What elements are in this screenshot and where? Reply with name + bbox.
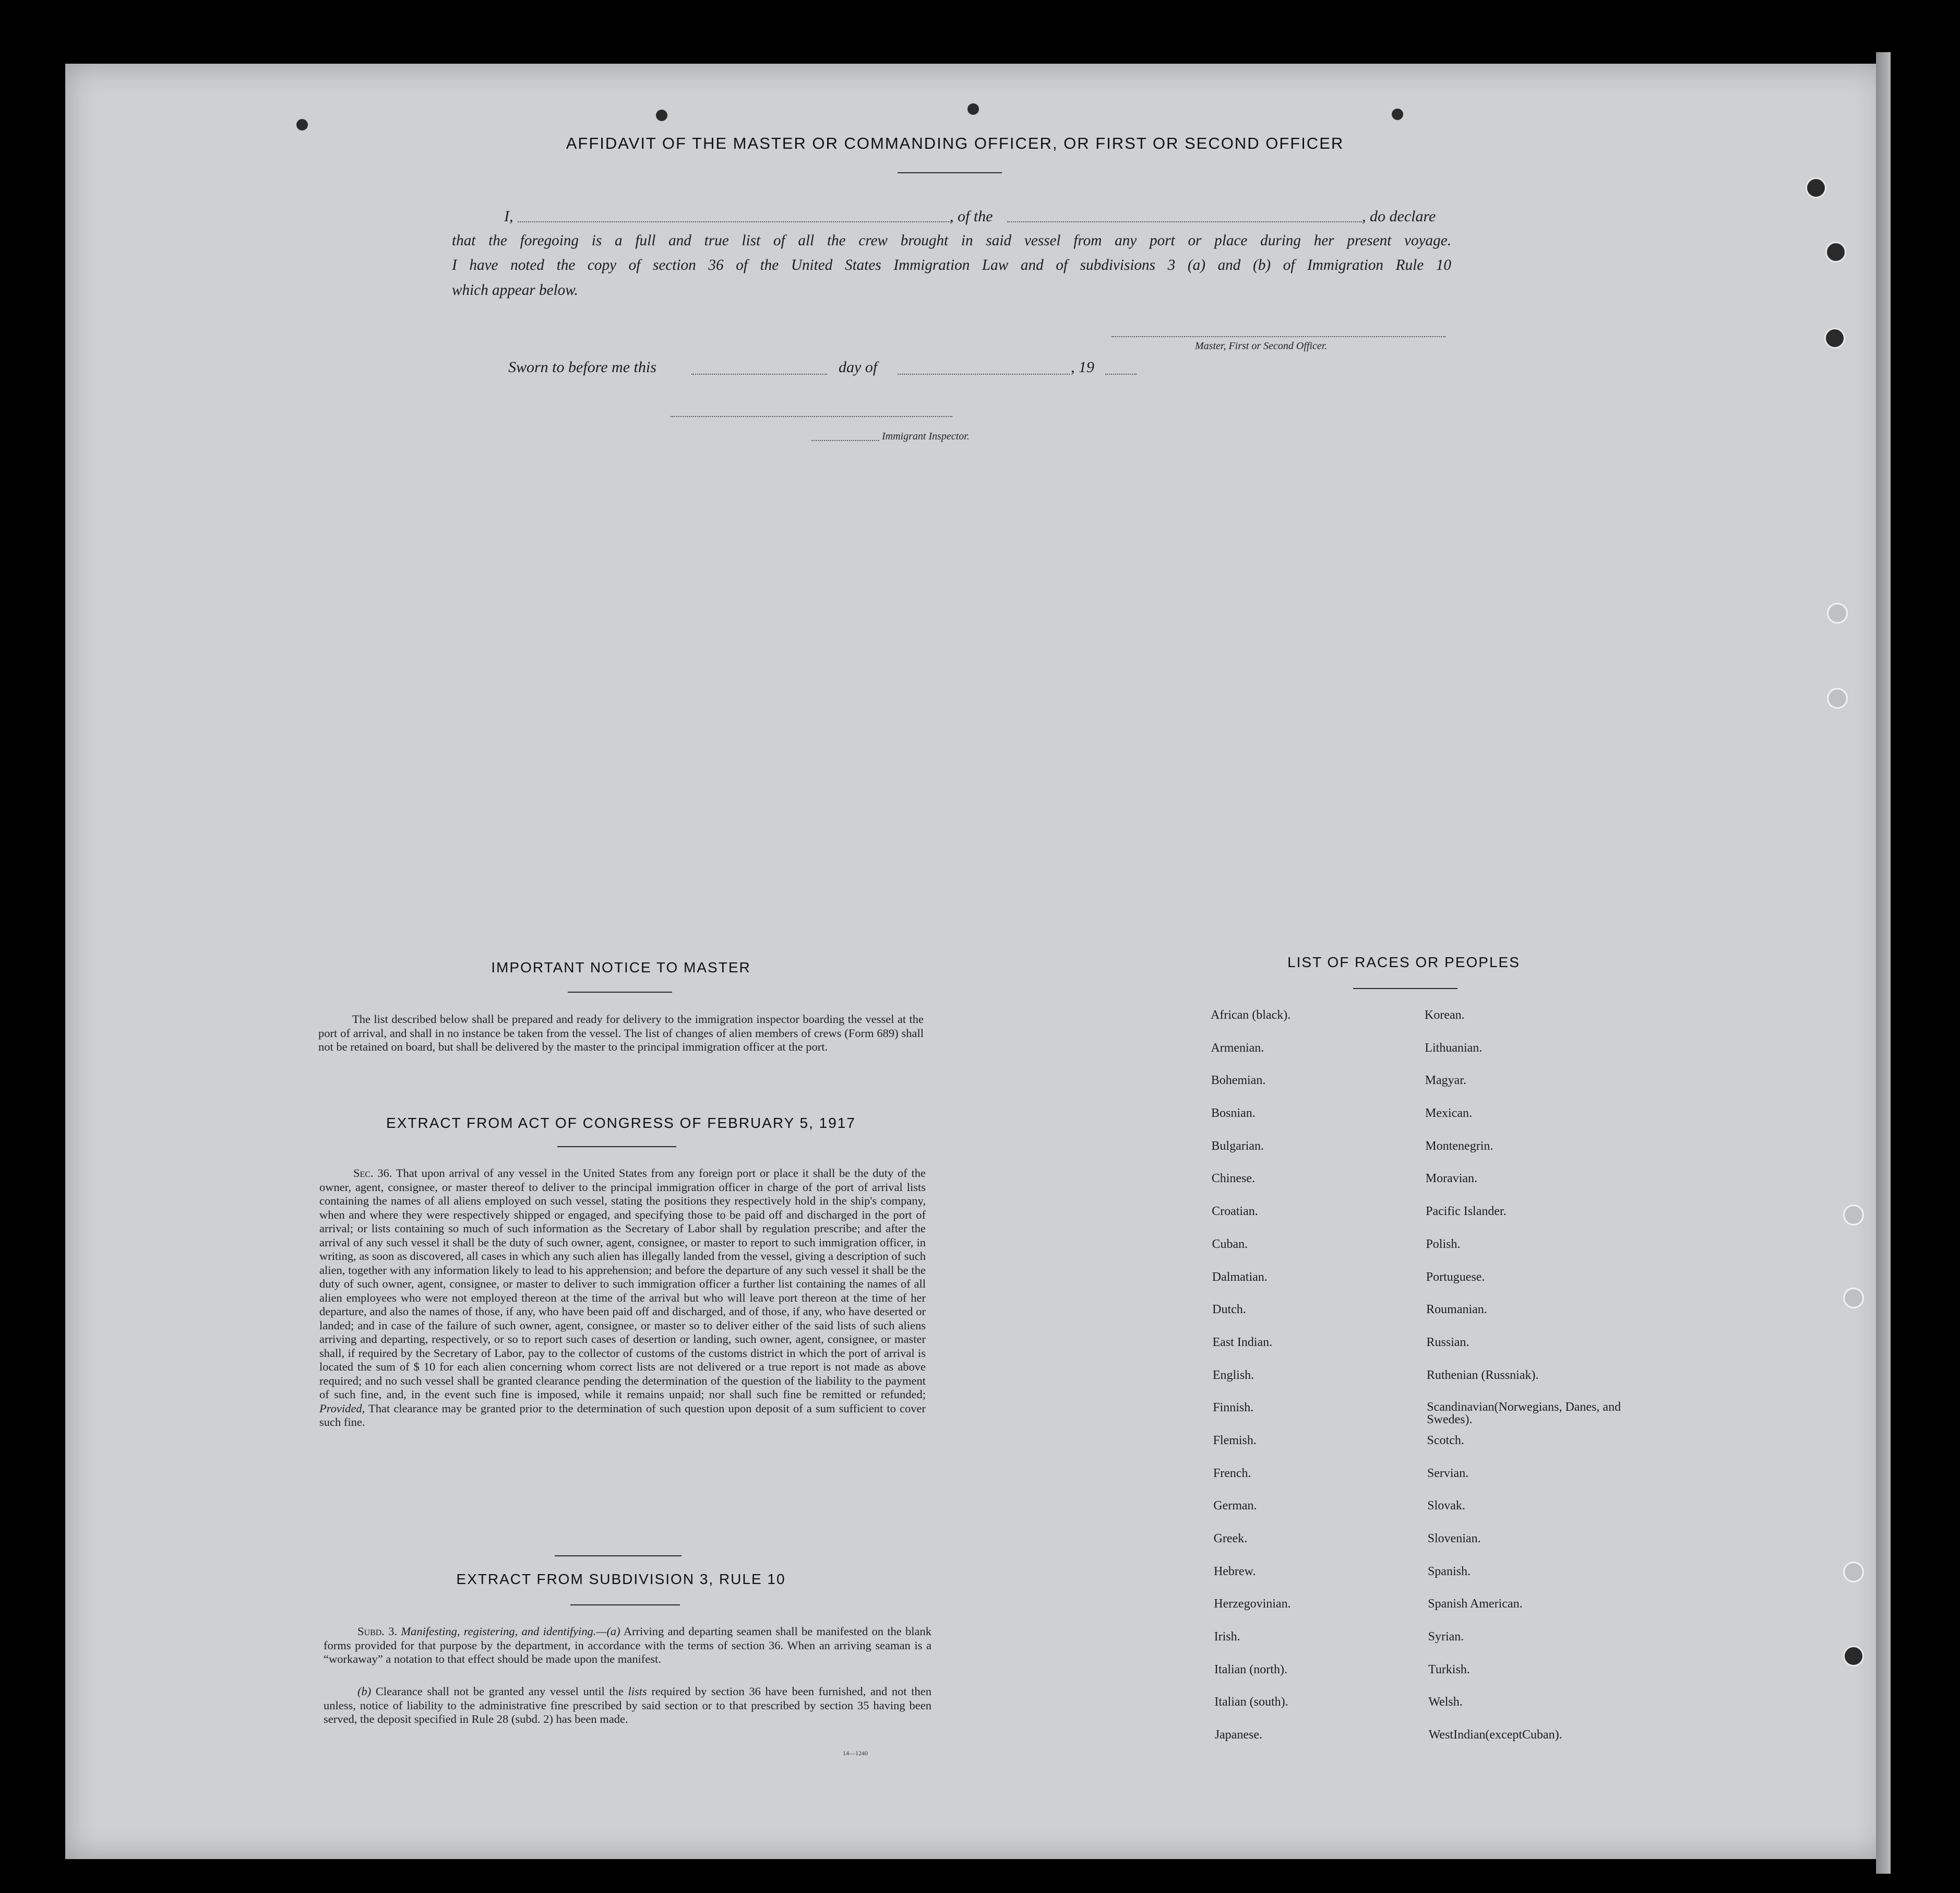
page-edge xyxy=(1876,52,1891,1874)
race-item: English. xyxy=(1212,1368,1254,1382)
race-item: Spanish American. xyxy=(1428,1597,1523,1611)
race-item: African (black). xyxy=(1211,1008,1291,1022)
affidavit-of-the: , of the xyxy=(950,208,993,225)
race-item: French. xyxy=(1213,1466,1251,1480)
race-item: Herzegovinian. xyxy=(1214,1597,1291,1611)
punch-hole xyxy=(1827,603,1848,624)
affidavit-line-2: that the foregoing is a full and true list of all the crew brought in said vessel from any port or place during her present voyage. xyxy=(452,232,1451,249)
provided-text: That clearance may be granted prior to the determination of such question upon deposit of a sum sufficient to cover such fine. xyxy=(319,1401,926,1428)
master-signature-label: Master, First or Second Officer. xyxy=(1195,340,1328,352)
year-prefix: , 19 xyxy=(1071,359,1094,376)
pin-mark xyxy=(1392,109,1403,120)
rule-text-b-2: required by section 36 have been furnished, and not then unless, notice of liability to the administrative fine prescribed by said section or to that prescribed by section 35 having been served, the deposit specified in Rule 28 (subd. 2) has been made. xyxy=(324,1685,932,1725)
day-of-label: day of xyxy=(839,359,878,376)
vessel-blank xyxy=(1007,221,1362,222)
race-item: Scotch. xyxy=(1427,1433,1464,1447)
rule-text-b-1: Clearance shall not be granted any vessel until the xyxy=(375,1685,624,1698)
punch-hole xyxy=(1825,242,1846,263)
race-item: Dutch. xyxy=(1212,1303,1246,1317)
race-item: Welsh. xyxy=(1428,1695,1463,1709)
punch-hole xyxy=(1824,328,1845,349)
race-item: Croatian. xyxy=(1212,1205,1258,1219)
race-item: Slovak. xyxy=(1427,1499,1465,1513)
race-item: Roumanian. xyxy=(1426,1303,1487,1317)
rule-title: EXTRACT FROM SUBDIVISION 3, RULE 10 xyxy=(456,1571,786,1587)
race-item: Korean. xyxy=(1425,1008,1465,1022)
affidavit-line-4: which appear below. xyxy=(452,282,578,299)
race-item: Greek. xyxy=(1213,1532,1248,1545)
act-paragraph xyxy=(319,1166,926,1430)
race-item: Bosnian. xyxy=(1211,1106,1256,1121)
race-item: Mexican. xyxy=(1425,1106,1473,1121)
race-item: Polish. xyxy=(1426,1237,1461,1251)
month-blank xyxy=(898,374,1070,375)
race-item: Turkish. xyxy=(1428,1662,1470,1676)
lists-word: lists xyxy=(628,1685,647,1698)
affidavit-title: AFFIDAVIT OF THE MASTER OR COMMANDING OFFICER, OR FIRST OR SECOND OFFICER xyxy=(566,134,1344,152)
year-blank xyxy=(1105,374,1137,375)
race-item: Bohemian. xyxy=(1211,1074,1266,1088)
master-signature-blank xyxy=(1112,336,1445,337)
notice-text: The list described below shall be prepared and ready for delivery to the immigration inspector boarding the vessel at the port of arrival, and shall in no instance be taken from the vessel. The list of changes of alien members of crews (Form 689) shall not be retained on board, but shall be delivered by the master to the principal immigration officer at the port. xyxy=(318,1013,924,1053)
race-item: WestIndian(exceptCuban). xyxy=(1428,1728,1562,1742)
race-item: Italian (north). xyxy=(1214,1662,1287,1676)
race-item: Moravian. xyxy=(1425,1172,1478,1186)
race-item: Armenian. xyxy=(1211,1041,1264,1055)
name-blank xyxy=(518,221,951,222)
race-item: German. xyxy=(1213,1499,1257,1513)
race-item: Dalmatian. xyxy=(1212,1270,1268,1284)
sworn-prefix: Sworn to before me this xyxy=(508,359,656,376)
race-item: Montenegrin. xyxy=(1425,1139,1493,1153)
punch-hole xyxy=(1827,688,1848,709)
subd-heading: Manifesting, registering, and identifying.—(a) xyxy=(401,1625,620,1638)
race-item: Syrian. xyxy=(1428,1630,1464,1644)
affidavit-i-label: I, xyxy=(504,208,513,225)
rule-paragraph-b xyxy=(324,1685,931,1727)
race-item: Magyar. xyxy=(1425,1074,1466,1088)
punch-hole xyxy=(1806,177,1826,198)
sec-label: Sec. 36. xyxy=(353,1166,392,1180)
act-title: EXTRACT FROM ACT OF CONGRESS OF FEBRUARY 5, 1917 xyxy=(386,1115,856,1131)
inspector-signature-blank xyxy=(671,416,952,417)
race-item: Italian (south). xyxy=(1214,1695,1288,1709)
act-text: That upon arrival of any vessel in the United States from any foreign port or place it shall be the duty of the owner, agent, consignee, or master thereof to deliver to the principal immigration officer in charge of the port of arrival lists containing the names of all aliens employed on such vessel, stating the positions they respectively hold in the ship's company, when and where they were respectively shipped or engaged, and specifying those to be paid off and discharged in the port of arrival; or lists containing so much of such information as the Secretary of Labor shall by regulation prescribe; and after the arrival of any such vessel it shall be the duty of such owner, agent, consignee, or master to report to such immigration officer, in writing, as soon as discovered, all cases in which any such alien has illegally landed from the vessel, giving a description of such alien, together with any information likely to lead to his apprehension; and before the departure of any such vessel it shall be the duty of such owner, agent, consignee, or master to deliver to such immigration officer a further list containing the names of all alien employees who were not employed thereon at the time of the arrival but who will leave port thereon at the time of her departure, and also the names of those, if any, who have been paid off and discharged, and of those, if any, who have deserted or landed; and in case of the failure of such owner, agent, consignee, or master so to deliver either of the said lists of such aliens arriving and departing, respectively, or so to report such cases of desertion or landing, such owner, agent, consignee, or master shall, if required by the Secretary of Labor, pay to the collector of customs of the customs district in which the port of arrival is located the sum of $ 10 for each alien concerning whom correct lists are not delivered or a true report is not made as above required; and no such vessel shall be granted clearance pending the determination of the question of the liability to the payment of such fine, and, in the event such fine is imposed, while it remains unpaid; nor shall such fine be remitted or refunded; xyxy=(319,1166,926,1401)
inspector-label: Immigrant Inspector. xyxy=(882,431,970,442)
pin-mark xyxy=(296,119,308,130)
race-item: Ruthenian (Russniak). xyxy=(1426,1368,1539,1382)
title-rule xyxy=(898,172,1002,173)
race-item: Flemish. xyxy=(1213,1433,1257,1447)
race-item: Chinese. xyxy=(1211,1172,1256,1186)
race-item: Pacific Islander. xyxy=(1426,1205,1507,1219)
notice-rule xyxy=(568,992,672,993)
race-item: Bulgarian. xyxy=(1211,1139,1264,1153)
race-item: Japanese. xyxy=(1214,1728,1262,1742)
race-item: Portuguese. xyxy=(1426,1270,1485,1284)
race-item: Cuban. xyxy=(1212,1237,1248,1251)
race-item: Servian. xyxy=(1427,1466,1469,1480)
b-label: (b) xyxy=(357,1685,372,1698)
rule-paragraph-a xyxy=(324,1625,931,1666)
race-item: Scandinavian(Norwegians, Danes, and Swedes). xyxy=(1427,1400,1621,1427)
rule-title-rule xyxy=(570,1604,680,1605)
subd-label: Subd. 3. xyxy=(357,1625,398,1638)
race-item: Russian. xyxy=(1426,1335,1469,1349)
punch-hole xyxy=(1843,1562,1864,1582)
race-item: East Indian. xyxy=(1212,1335,1273,1349)
notice-title: IMPORTANT NOTICE TO MASTER xyxy=(491,959,751,975)
affidavit-line-3: I have noted the copy of section 36 of the United States Immigration Law and of subdivisions 3 (a) and (b) of Immigration Rule 10 xyxy=(452,257,1451,273)
races-right-column xyxy=(1425,1008,1623,1761)
punch-hole xyxy=(1843,1205,1864,1225)
rule-text-a: Arriving and departing seamen shall be manifested on the blank forms provided for that purpose by the department, in accordance with the terms of section 36. When an arriving seaman is a “workaway” a notation to that effect should be made upon the manifest. xyxy=(324,1625,932,1665)
form-number: 14—1240 xyxy=(843,1749,868,1757)
pin-mark xyxy=(656,110,667,121)
provided-label: Provided, xyxy=(319,1401,365,1415)
pin-mark xyxy=(967,103,979,115)
race-item: Irish. xyxy=(1214,1630,1240,1644)
race-item: Finnish. xyxy=(1213,1401,1254,1415)
races-left-column xyxy=(1211,1008,1409,1761)
affidavit-do-declare: , do declare xyxy=(1362,208,1436,225)
punch-hole xyxy=(1843,1646,1864,1666)
races-title: LIST OF RACES OR PEOPLES xyxy=(1287,954,1520,970)
races-rule xyxy=(1353,988,1457,989)
race-item: Slovenian. xyxy=(1427,1532,1481,1545)
race-item: Lithuanian. xyxy=(1425,1041,1483,1055)
inspector-lead-dots xyxy=(811,440,879,441)
act-rule xyxy=(557,1146,676,1147)
day-blank xyxy=(691,374,827,375)
race-item: Hebrew. xyxy=(1213,1564,1256,1578)
punch-hole xyxy=(1843,1288,1864,1308)
race-item: Spanish. xyxy=(1427,1564,1471,1578)
act-end-rule xyxy=(555,1555,682,1556)
